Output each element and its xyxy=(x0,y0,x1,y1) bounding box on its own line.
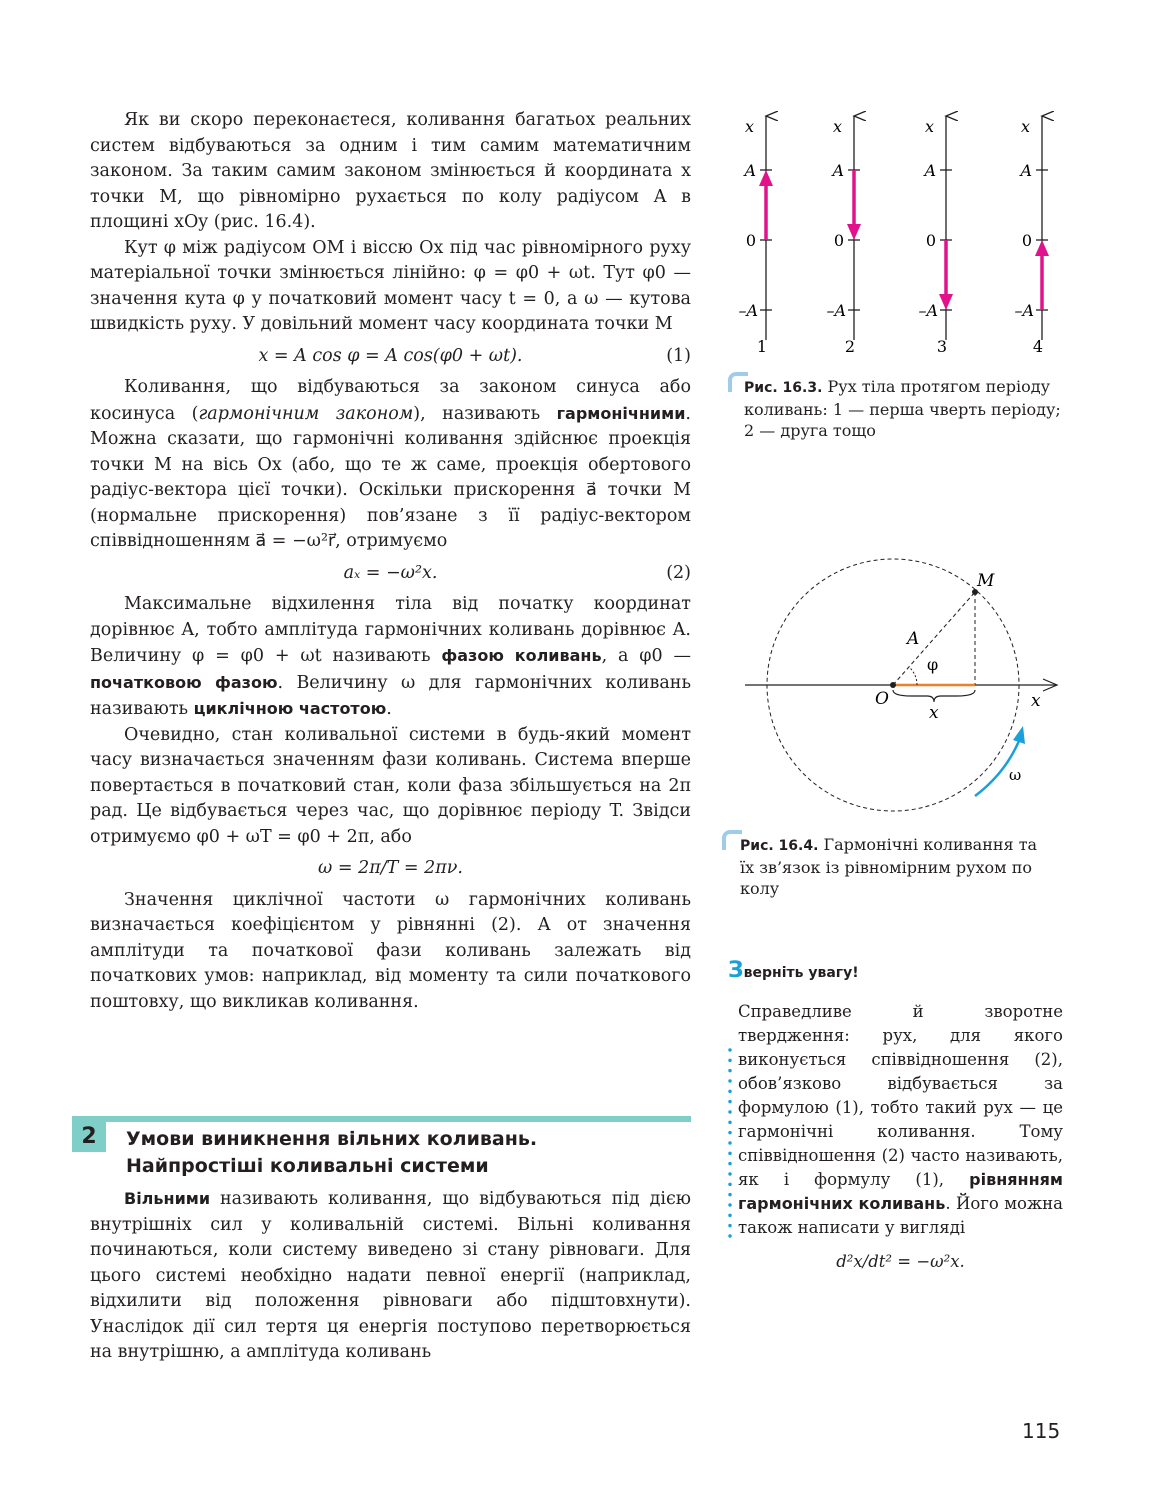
note-dots xyxy=(728,996,732,1296)
section-number: 2 xyxy=(72,1122,106,1152)
formula-2-expr: aₓ = −ω²x. xyxy=(343,562,438,583)
note-box xyxy=(728,958,1064,1271)
axis-label-x-1: x xyxy=(744,117,754,136)
tick-label-a-2: A xyxy=(832,161,844,180)
p4-bold-3: циклічною частотою xyxy=(193,699,387,718)
motion-arrowhead-2 xyxy=(847,224,861,240)
formula-1-expr: x = A cos φ = A cos(φ0 + ωt). xyxy=(258,345,523,366)
note-bold: рівнянням гармонічних коливань xyxy=(738,1170,1063,1213)
note-heading xyxy=(728,958,1063,983)
p4-text-d: . xyxy=(386,699,392,719)
label-o: O xyxy=(875,689,889,709)
note-dot xyxy=(728,1162,731,1165)
axis-label-x-4: x xyxy=(1020,117,1030,136)
caption-16-3-label: Рис. 16.3. xyxy=(744,380,823,396)
note-dot xyxy=(728,1172,731,1175)
tick-label-ma-3: –A xyxy=(918,301,938,320)
figure-16-4 xyxy=(735,540,1065,820)
motion-arrowhead-3 xyxy=(939,294,953,310)
paragraph-2: Кут φ між радіусом OM і віссю Ox під час рівномірного руху матеріальної точки змінюється лінійно: φ = φ0 + ωt. Тут φ0 — значення кута φ у початковий момент часу t = 0, а ω — кутова швидкість руху. У довільний момент часу координата точки M xyxy=(90,237,691,334)
p4-text-a: Максимальне відхилення тіла від початку координат дорівнює A, тобто амплітуда гармонічних коливань дорівнює A. Величину φ = φ0 + ωt називають xyxy=(90,594,691,666)
note-formula: d²x/dt² = −ω²x. xyxy=(836,1252,965,1271)
formula-2 xyxy=(90,561,691,587)
note-dot xyxy=(728,1214,731,1217)
formula-3-expr: ω = 2π/T = 2πν. xyxy=(318,858,463,878)
note-text-2: . Його можна також написати у вигляді xyxy=(738,1194,1064,1237)
caption-16-4-label: Рис. 16.4. xyxy=(740,838,819,854)
paragraph-7 xyxy=(90,1186,691,1366)
p3-bold: гармонічними xyxy=(556,403,686,423)
caption-mark-16-4 xyxy=(722,830,742,850)
note-dot xyxy=(728,1069,731,1072)
tick-label-0-3: 0 xyxy=(925,231,936,250)
label-omega: ω xyxy=(1009,766,1022,784)
tick-label-0-1: 0 xyxy=(745,231,756,250)
section-heading xyxy=(72,1116,692,1186)
note-dot xyxy=(728,1224,731,1227)
p4-text-c: . Величину ω для гармонічних коливань називають xyxy=(90,672,691,719)
caption-16-4-text: Гармонічні коливання та їх зв’язок із рівномірним рухом по колу xyxy=(740,835,1038,898)
p3-text-b: ), називають xyxy=(413,403,557,424)
tick-label-0-2: 0 xyxy=(833,231,844,250)
figure-number-1: 1 xyxy=(756,337,768,356)
p3-text-c: . Можна сказати, що гармонічні коливання здійснює проекція точки M на вісь Ox (або, що те ж саме, проекція обертового радіус-вектора цієї точки). Оскільки прискорення a⃗ точки M (нормальне прискорення) пов’язане з її радіус-вектором співвідношенням a⃗ = −ω²r⃗, отримуємо xyxy=(90,403,691,551)
axis-label-x-2: x xyxy=(832,117,842,136)
x-brace xyxy=(893,690,975,702)
p3-text-a: Коливання, що відбуваються за законом синуса або косинуса ( xyxy=(90,377,691,424)
phi-arc xyxy=(909,667,917,685)
main-text xyxy=(90,108,691,1015)
label-m: M xyxy=(977,571,995,591)
paragraph-3 xyxy=(90,375,691,555)
figure-16-3 xyxy=(728,108,1068,363)
label-x-axis: x xyxy=(1031,691,1041,711)
note-dot xyxy=(728,1121,731,1124)
note-heading-text: верніть увагу! xyxy=(743,965,859,981)
formula-1 xyxy=(90,344,691,370)
tick-label-a-4: A xyxy=(1020,161,1032,180)
note-dot xyxy=(728,1152,731,1155)
main-text-2 xyxy=(90,1186,691,1366)
paragraph-5: Очевидно, стан коливальної системи в будь-який момент часу визначається значенням фази коливань. Система вперше повертається в початковий стан, коли фаза збільшується на 2π рад. Це відбувається через час, що дорівнює періоду T. Звідси отримуємо φ0 + ωT = φ0 + 2π, або xyxy=(90,724,691,847)
formula-3 xyxy=(90,856,691,882)
tick-label-a-1: A xyxy=(744,161,756,180)
note-dot xyxy=(728,1100,731,1103)
note-dot xyxy=(728,1203,731,1206)
point-o xyxy=(890,682,896,688)
p3-italic: гармонічним законом xyxy=(198,403,414,424)
section-bar xyxy=(72,1116,691,1122)
p4-text-b: , а φ0 — xyxy=(601,646,692,666)
note-body xyxy=(738,1000,1063,1274)
omega-arrowhead xyxy=(1013,726,1025,744)
page-number: 115 xyxy=(1022,1419,1061,1443)
tick-label-ma-4: –A xyxy=(1014,301,1034,320)
note-dot xyxy=(728,1183,731,1186)
label-x-brace: x xyxy=(929,703,939,723)
note-dot xyxy=(728,1234,731,1237)
tick-label-ma-2: –A xyxy=(826,301,846,320)
section-title-line-2: Найпростіші коливальні системи xyxy=(126,1155,489,1177)
figure-number-4: 4 xyxy=(1032,337,1044,356)
formula-2-number: (2) xyxy=(666,562,691,583)
motion-arrowhead-4 xyxy=(1035,240,1049,256)
note-initial: З xyxy=(728,958,744,983)
p4-bold-1: фазою коливань xyxy=(441,646,602,665)
p7-text: називають коливання, що відбуваються під дією внутрішніх сил у коливальній системі. Вільні коливання починаються, коли систему виведено зі стану рівноваги. Для цього системі необхідно надати певної енергії (наприклад, відхилити від положення рівноваги або підштовхнути). Унаслідок дії сил тертя ця енергія поступово перетворюється на внутрішню, а амплітуда коливань xyxy=(90,1189,691,1362)
label-phi: φ xyxy=(927,655,939,674)
motion-arrowhead-1 xyxy=(759,170,773,186)
note-dot xyxy=(728,1131,731,1134)
p7-bold: Вільними xyxy=(124,1189,211,1208)
note-dot xyxy=(728,1110,731,1113)
tick-label-a-3: A xyxy=(924,161,936,180)
tick-label-ma-1: –A xyxy=(738,301,758,320)
label-a: A xyxy=(907,629,920,649)
caption-16-3-text: Рух тіла протягом періоду коливань: 1 — перша чверть періоду; 2 — друга тощо xyxy=(744,377,1061,440)
paragraph-1: Як ви скоро переконаєтеся, коливання багатьох реальних систем відбуваються за одним і тим самим математичним законом. За таким самим законом змінюється й координата x точки M, що рівномірно рухається по колу радіусом A в площині xOy (рис. 16.4). xyxy=(90,110,691,232)
axis-label-x-3: x xyxy=(924,117,934,136)
caption-16-4 xyxy=(740,834,1050,899)
p4-bold-2: початковою фазою xyxy=(90,672,278,692)
note-dot xyxy=(728,1048,731,1051)
caption-16-3 xyxy=(744,376,1064,441)
section-title xyxy=(126,1126,537,1180)
figure-number-2: 2 xyxy=(844,337,856,356)
paragraph-6: Значення циклічної частоти ω гармонічних коливань визначається коефіцієнтом у рівнянні (2). А от значення амплітуди та початкової фази коливань залежать від початкових умов: наприклад, від моменту та сили початкового поштовху, що викликав коливання. xyxy=(90,889,691,1012)
note-dot xyxy=(728,1090,731,1093)
tick-label-0-4: 0 xyxy=(1021,231,1032,250)
note-dot xyxy=(728,1059,731,1062)
figure-number-3: 3 xyxy=(936,337,948,356)
note-dot xyxy=(728,1193,731,1196)
note-dot xyxy=(728,1141,731,1144)
note-text-1: Справедливе й зворотне твердження: рух, для якого виконується співвідношення (2), обов’язково відбувається за формулою (1), тобто такий рух — це гармонічні коливання. Тому співвідношення (2) часто називають, як і формулу (1), xyxy=(738,1002,1063,1189)
formula-1-number: (1) xyxy=(666,345,691,366)
section-title-line-1: Умови виникнення вільних коливань. xyxy=(126,1128,538,1150)
note-dot xyxy=(728,1079,731,1082)
paragraph-4 xyxy=(90,592,691,723)
